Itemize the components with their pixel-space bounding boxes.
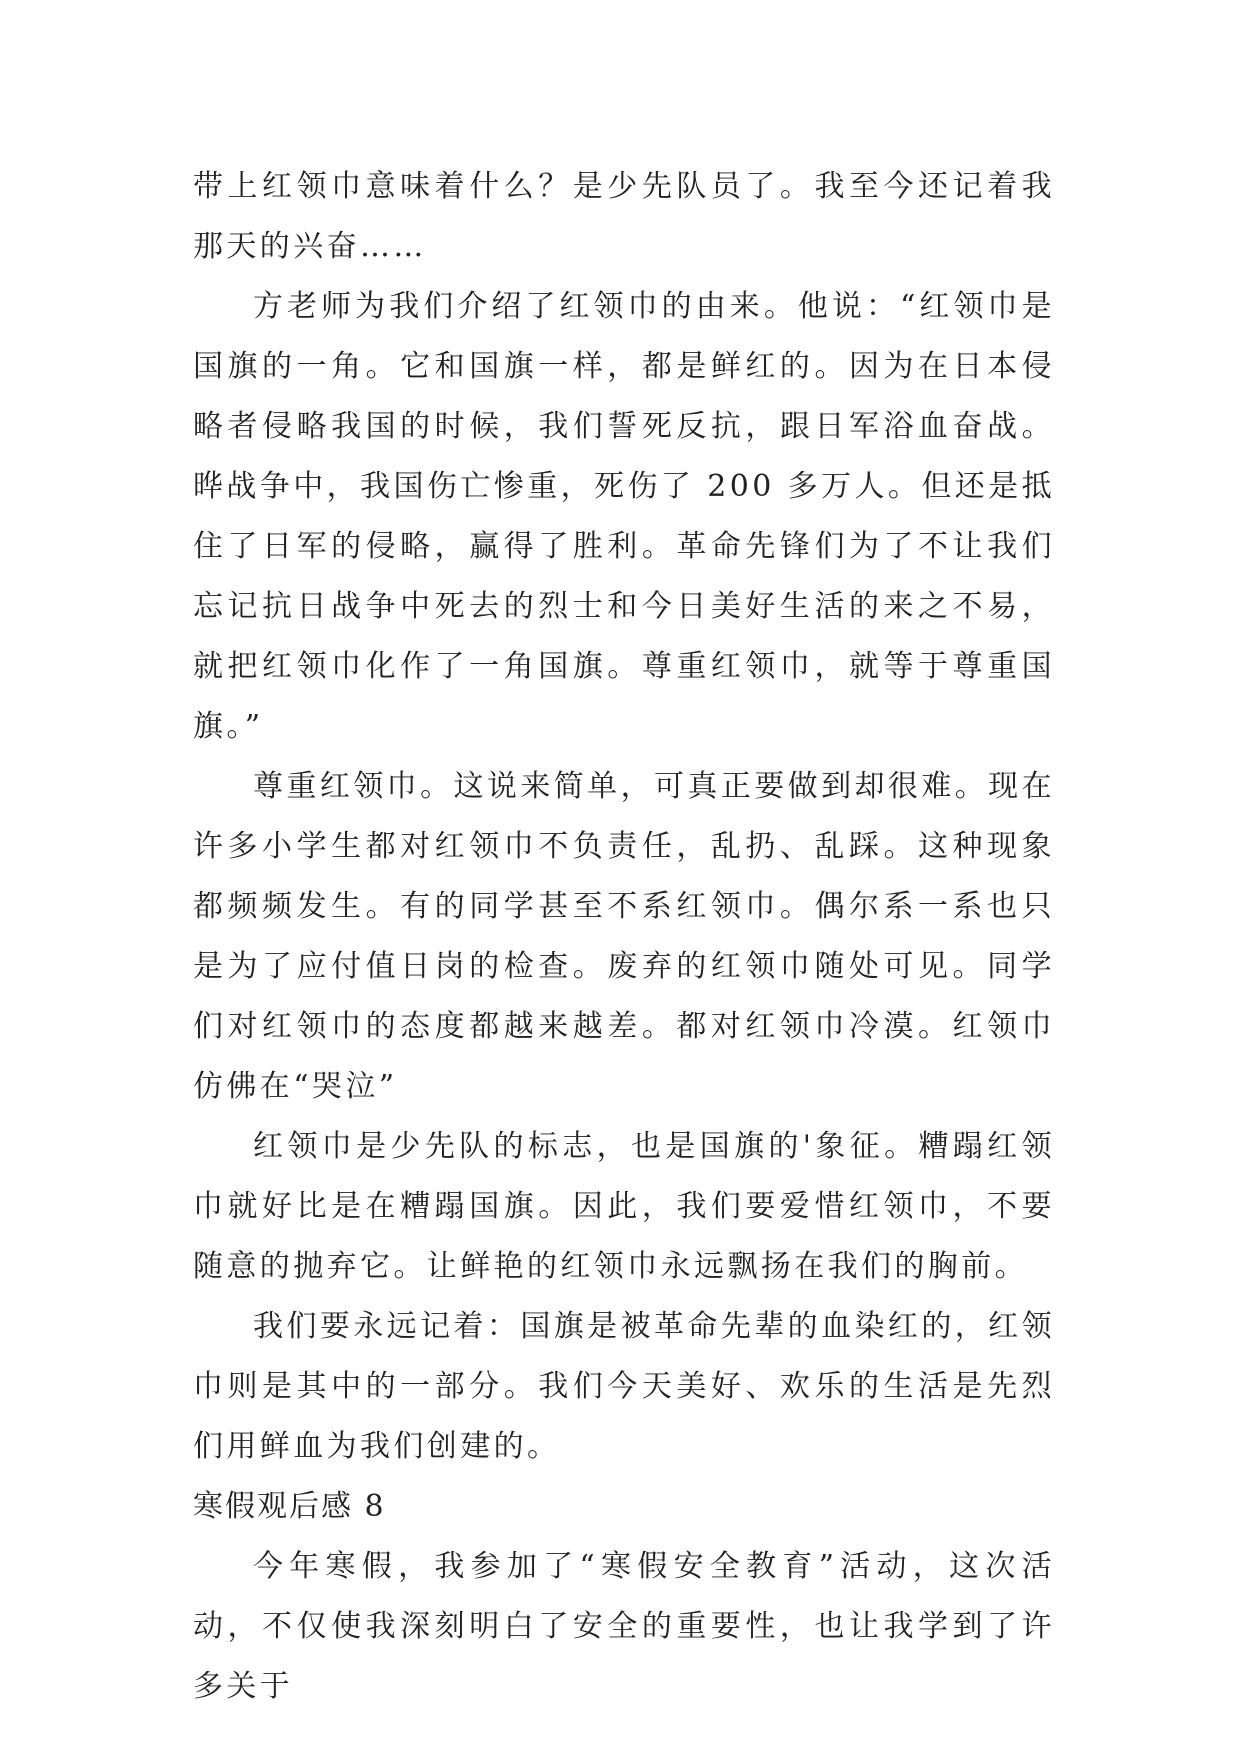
paragraph-continuation: 带上红领巾意味着什么？是少先队员了。我至今还记着我那天的兴奋…… [193,169,1055,264]
paragraph: 红领巾是少先队的标志，也是国旗的'象征。糟蹋红领巾就好比是在糟蹋国旗。因此，我们要爱惜红领巾，不要随意的抛弃它。让鲜艳的红领巾永远飘扬在我们的胸前。 [193,1129,1055,1284]
paragraph: 方老师为我们介绍了红领巾的由来。他说：“红领巾是国旗的一角。它和国旗一样，都是鲜红的。因为在日本侵略者侵略我国的时候，我们誓死反抗，跟日军浴血奋战。晔战争中，我国伤亡惨重，死伤了 200 多万人。但还是抵住了日军的侵略，赢得了胜利。革命先锋们为了不让我们忘记抗日战争中死去的烈士和今日美好生活的来之不易，就把红领巾化作了一角国旗。尊重红领巾，就等于尊重国旗。” [193,289,1055,744]
document-body [193,157,1055,1717]
paragraph: 今年寒假，我参加了“寒假安全教育”活动，这次活动，不仅使我深刻明白了安全的重要性，也让我学到了许多关于 [193,1549,1055,1704]
paragraph: 尊重红领巾。这说来简单，可真正要做到却很难。现在许多小学生都对红领巾不负责任，乱扔、乱踩。这种现象都频频发生。有的同学甚至不系红领巾。偶尔系一系也只是为了应付值日岗的检查。废弃的红领巾随处可见。同学们对红领巾的态度都越来越差。都对红领巾冷漠。红领巾仿佛在“哭泣” [193,769,1055,1104]
paragraph: 我们要永远记着：国旗是被革命先辈的血染红的，红领巾则是其中的一部分。我们今天美好、欢乐的生活是先烈们用鲜血为我们创建的。 [193,1309,1055,1464]
section-heading: 寒假观后感 8 [193,1489,386,1524]
